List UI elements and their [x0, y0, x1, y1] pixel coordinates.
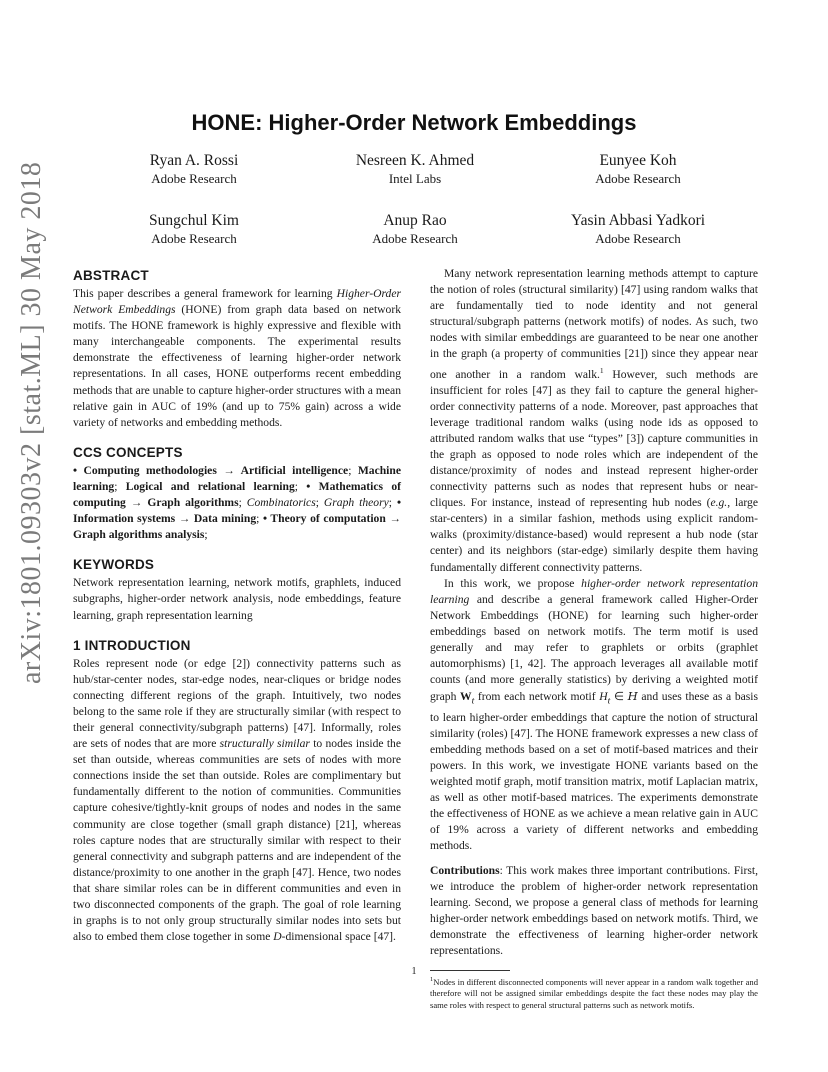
ccs-text: • Computing methodologies → Artificial intelligence; Machine learning; Logical and relational learning; • Mathematics of computing → Graph algorithms; Combinatorics; Graph theory; • Information systems → Data mining; • Theory of computation → Graph algorithms analysis;	[73, 463, 402, 542]
author-3	[518, 151, 758, 187]
author-2	[295, 151, 535, 187]
author-affiliation: Intel Labs	[388, 171, 442, 186]
author-6	[518, 211, 758, 247]
intro-paragraph-2: Many network representation learning methods attempt to capture the notion of roles (structural similarity) [47] using random walks that are fundamentally tied to node identity and not general structural/subgraph patterns (network motifs) of nodes. As such, two nodes with similar embeddings are guaranteed to be near one another in the graph (a property of communities [21]) since they appear near one another in a random walk.$^1$ However, such methods are insufficient for roles [47] as they fail to capture the general higher-order connectivity patterns of a node. Moreover, past approaches that leverage traditional random walks (using node ids as opposed to attributed random walks that use “types” [3]) capture communities in the graph as opposed to node roles which are independent of the distance/proximity of nodes and instead represent higher-order connectivity patterns such as nodes that represent hubs or near-cliques. For instance, instead of representing hub nodes (e.g., large star-centers) in a similar fashion, methods using explicit random-walks (proximity/distance-based) would represent a hub node (star center) and its neighbors (star-edge) similarly despite them having fundamentally different connectivity patterns.	[430, 267, 759, 574]
author-name: Nesreen K. Ahmed	[355, 152, 475, 169]
citation-link[interactable]: 2	[236, 656, 243, 670]
citation-link[interactable]: 47	[514, 726, 526, 740]
left-column	[73, 266, 401, 945]
author-affiliation: Adobe Research	[595, 171, 681, 186]
abstract-text: This paper describes a general framework for learning Higher-Order Network Embeddings (HONE) from graph data based on network motifs. The HONE framework is highly expressive and flexible with many interchangeable components. The experimental results demonstrate the effectiveness of learning higher-order network representations. In all cases, HONE outperforms recent embedding methods that are unable to capture higher-order structures with a mean relative gain in AUC of 19% (and up to 75% gain) across a wide variety of networks and embedding methods.	[73, 287, 401, 429]
footnote-marker[interactable]: 1	[599, 365, 604, 375]
author-1	[74, 151, 314, 187]
citation-link[interactable]: 1, 42	[514, 657, 540, 671]
citation-link[interactable]: 47	[297, 720, 310, 734]
right-column	[430, 266, 758, 1011]
keywords-text: Network representation learning, network motifs, graphlets, induced subgraphs, higher-order network analysis, node embeddings, feature learning, graph representation learning	[73, 576, 401, 622]
introduction-text: Roles represent node (or edge [2]) connectivity patterns such as hub/star-center nodes, star-edge nodes, near-cliques or bridge nodes connecting different regions of the graph. Intuitively, two nodes belong to the same role if they are structurally similar (with respect to their general connectivity/subgraph patterns) [47]. Informally, roles are sets of nodes that are more structurally similar to nodes inside the set than outside, whereas communities are sets of nodes with more connections inside the set than outside. Roles are complimentary but fundamentally different to the notion of communities. Communities capture cohesive/tightly-knit groups of nodes and nodes in the same community are close together (small graph distance) [21], whereas roles capture nodes that are structurally similar with respect to their general connectivity and subgraph patterns and are independent of the distance/proximity to one another in the graph [47]. Hence, two nodes that share similar roles can be in different communities and even in two disconnected components of the graph. The goal of role learning in graphs is to not only group structurally similar nodes into sets but also to embed them close together in some D-dimensional space [47].	[73, 656, 401, 944]
author-5	[295, 211, 535, 247]
citation-link[interactable]: 47	[377, 930, 390, 944]
citation-link[interactable]: 3	[630, 431, 637, 445]
citation-link[interactable]: 21	[628, 347, 641, 361]
intro-paragraph-3: In this work, we propose higher-order network representation learning and describe a general framework called Higher-Order Network Embeddings (HONE) for learning such higher-order embeddings based on network motifs. The term motif is used generally and may refer to graphlets or orbits (graphlet automorphisms) [1, 42]. The approach leverages all available motif counts (and more generally statistics) by deriving a weighted motif graph $W_t$ from each network motif $H_t$ ∈ H and uses these as a basis to learn higher-order embeddings that capture the notion of structural similarity (roles) [47]. The HONE framework expresses a new class of embedding methods based on a set of motif-based matrices and their powers. In this work, we investigate HONE variants based on the weighted motif graph, motif transition matrix, motif Laplacian matrix, as well as other motif-based matrices. The experiments demonstrate the effectiveness of HONE as we achieve a mean relative gain in AUC of 19% across a variety of different networks and embedding methods.	[430, 576, 759, 853]
abstract-heading: ABSTRACT	[73, 268, 149, 283]
author-affiliation: Adobe Research	[595, 231, 681, 246]
page-number: 1	[411, 966, 417, 977]
ccs-heading: CCS CONCEPTS	[73, 444, 183, 460]
citation-link[interactable]: 21	[339, 817, 352, 831]
arxiv-identifier: arXiv:1801.09303v2 [stat.ML] 30 May 2018	[16, 161, 47, 684]
author-name: Sungchul Kim	[149, 212, 239, 229]
author-affiliation: Adobe Research	[151, 231, 237, 246]
citation-link[interactable]: 47	[296, 865, 308, 879]
author-4	[74, 211, 314, 247]
citation-link[interactable]: 47	[624, 283, 637, 297]
author-name: Anup Rao	[383, 212, 447, 229]
footnote: $^1$Nodes in different disconnected components will never appear in a random walk together and therefore will not be assigned similar embeddings despite the fact these nodes may play the same roles with respect to general structural patterns such as network motifs.	[430, 976, 758, 1010]
author-name: Ryan A. Rossi	[149, 152, 239, 169]
introduction-heading: 1 INTRODUCTION	[73, 637, 191, 653]
author-name: Yasin Abbasi Yadkori	[570, 212, 706, 229]
author-affiliation: Adobe Research	[372, 231, 458, 246]
author-affiliation: Adobe Research	[151, 171, 237, 186]
keywords-heading: KEYWORDS	[73, 557, 155, 573]
author-name: Eunyee Koh	[599, 152, 677, 169]
contributions-paragraph: Contributions: This work makes three important contributions. First, we introduce the problem of higher-order network representation learning. Second, we propose a general class of methods for learning higher-order network embeddings based on network motifs. Third, we demonstrate the effectiveness of learning higher-order network representations.	[430, 863, 758, 958]
paper-title: HONE: Higher-Order Network Embeddings	[191, 110, 637, 135]
citation-link[interactable]: 47	[536, 383, 548, 397]
